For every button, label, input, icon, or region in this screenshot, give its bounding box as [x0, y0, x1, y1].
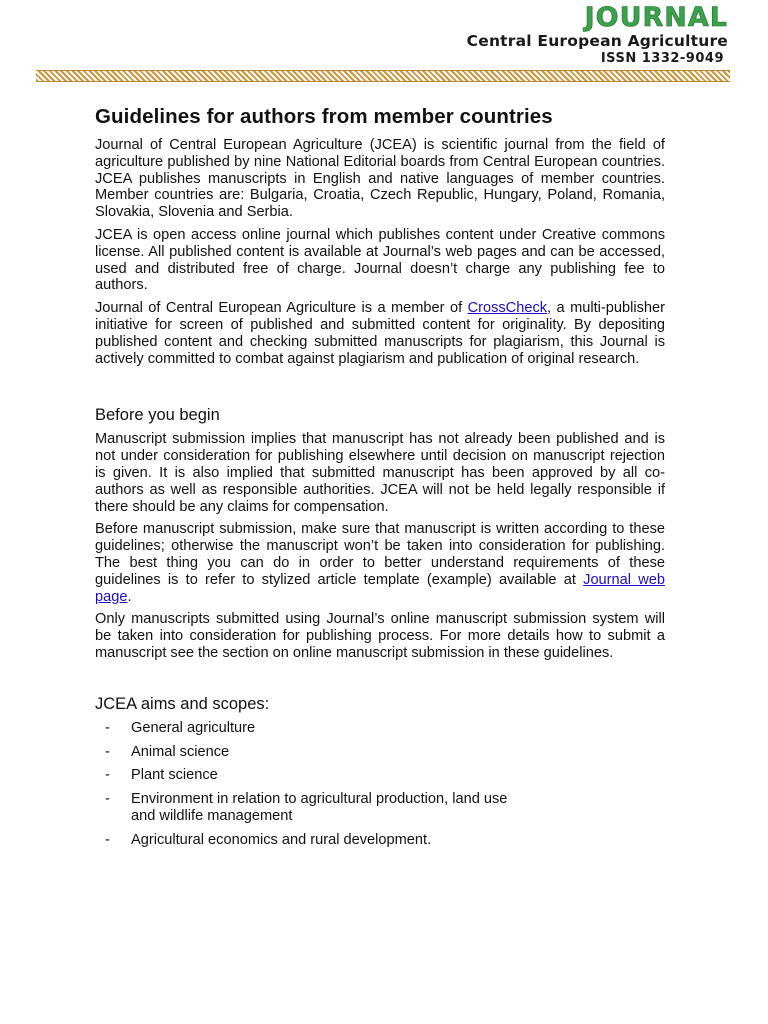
page-title: Guidelines for authors from member countries: [95, 105, 553, 128]
aims-list: [95, 720, 665, 849]
section-spacer: [95, 668, 665, 694]
list-item-text: General agriculture: [131, 719, 256, 736]
list-item: [95, 744, 531, 761]
list-item-text: Environment in relation to agricultural production, land use and wildlife management: [131, 791, 508, 824]
list-item: [95, 832, 531, 849]
crosscheck-link[interactable]: CrossCheck: [467, 300, 548, 317]
section-heading-aims-scopes: JCEA aims and scopes:: [95, 694, 270, 713]
list-bullet-dash: -: [105, 719, 110, 736]
journal-logo-word: JOURNAL: [584, 2, 728, 33]
intro-paragraph-3: [95, 300, 665, 367]
intro-p3-text-after: , a multi-publisher initiative for screen of published and submitted content for originality. By depositing published content and checking submitted manuscripts for plagiarism, this Journal is actively committed to combat against plagiarism and publication of original research.: [95, 300, 665, 367]
journal-logo-subtitle: Central European Agriculture: [466, 32, 728, 50]
decorative-ornament-border: [36, 70, 730, 82]
intro-p3-text-before: Journal of Central European Agriculture is a member of: [95, 300, 468, 317]
list-item: [95, 791, 531, 825]
before-begin-paragraph-2: [95, 521, 665, 605]
list-item-text: Agricultural economics and rural development.: [131, 831, 432, 848]
before-begin-p2-text-before: Before manuscript submission, make sure that manuscript is written according to these guidelines; otherwise the manuscript won’t be taken into consideration for publishing. The best thing you can do in order to better understand requirements of these guidelines is to refer to stylized article template (example) available at: [95, 521, 665, 588]
section-heading-before-you-begin: Before you begin: [95, 406, 220, 425]
section-spacer: [95, 373, 665, 405]
before-begin-p2-text-after: .: [127, 588, 132, 605]
list-item-text: Animal science: [131, 743, 230, 760]
journal-issn: ISSN 1332-9049: [600, 51, 724, 66]
before-begin-paragraph-1: Manuscript submission implies that manuscript has not already been published and is not under consideration for publishing elsewhere until decision on manuscript rejection is given. It is also implied that submitted manuscript has been approved by all co-authors as well as responsible authorities. JCEA will not be held legally responsible if there should be any claims for compensation.: [95, 431, 665, 515]
list-bullet-dash: -: [105, 791, 110, 808]
list-bullet-dash: -: [105, 767, 110, 784]
journal-masthead: [388, 4, 728, 67]
list-bullet-dash: -: [105, 831, 110, 848]
journal-web-page-link[interactable]: Journal web page: [95, 571, 665, 605]
list-item: [95, 720, 531, 737]
list-item: [95, 767, 531, 784]
before-begin-paragraph-3: Only manuscripts submitted using Journal’s online manuscript submission system will be taken into consideration for publishing process. For more details how to submit a manuscript see the section on online manuscript submission in these guidelines.: [95, 611, 665, 661]
intro-paragraph-1: Journal of Central European Agriculture (JCEA) is scientific journal from the field of agriculture published by nine National Editorial boards from Central European countries. JCEA publishes manuscripts in English and native languages of member countries. Member countries are: Bulgaria, Croatia, Czech Republic, Hungary, Poland, Romania, Slovakia, Slovenia and Serbia.: [95, 137, 665, 221]
list-bullet-dash: -: [105, 743, 110, 760]
document-body: [95, 104, 665, 856]
intro-paragraph-2: JCEA is open access online journal which publishes content under Creative commons license. All published content is available at Journal’s web pages and can be accessed, used and distributed free of charge. Journal doesn’t charge any publishing fee to authors.: [95, 226, 665, 294]
list-item-text: Plant science: [131, 767, 218, 784]
